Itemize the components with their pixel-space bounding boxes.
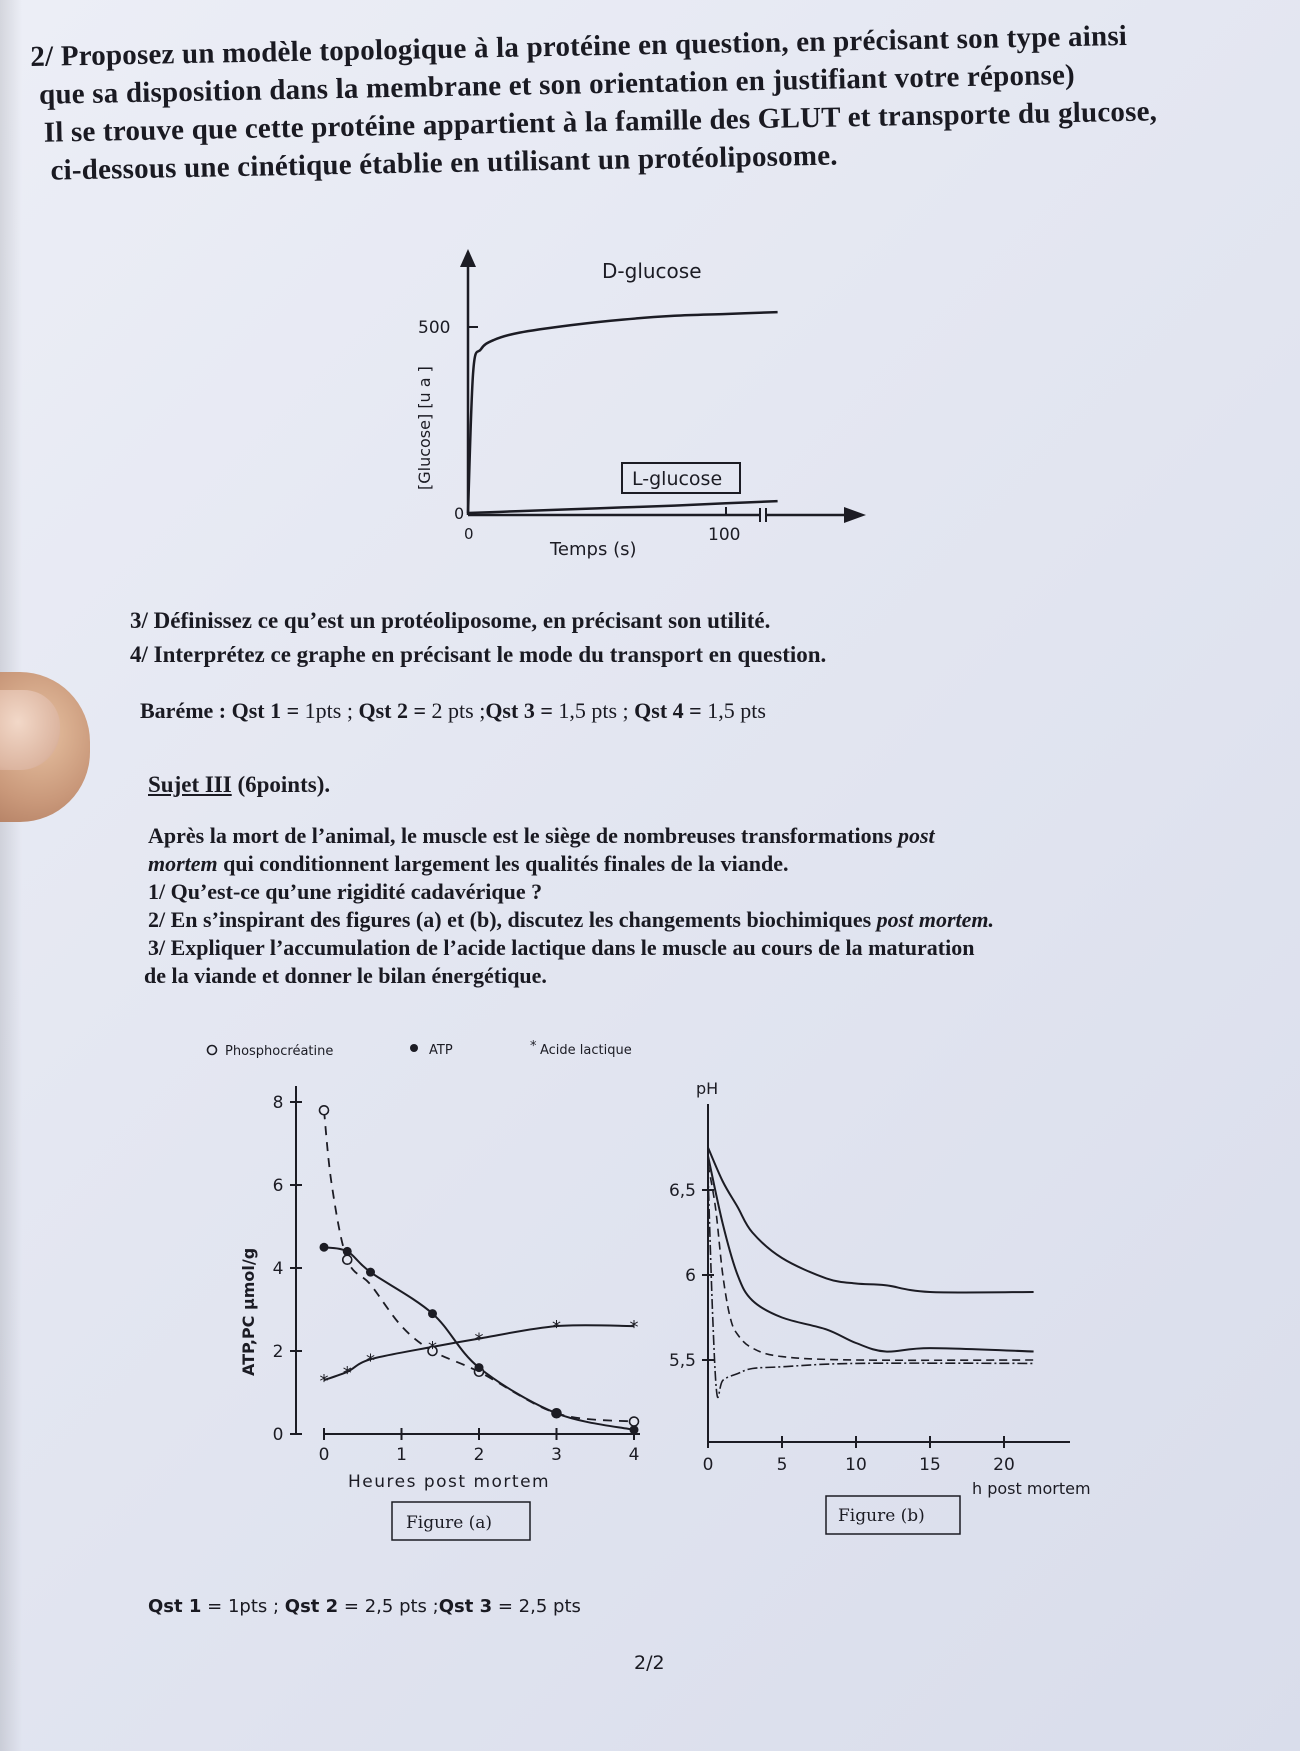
footer-q3: Qst 3	[438, 1596, 493, 1617]
legend-lactic-label: Acide lactique	[540, 1043, 632, 1058]
lactic-acid-point: *	[474, 1329, 484, 1351]
d-glucose-series-label: D-glucose	[602, 259, 702, 283]
intro-2a: mortem	[148, 851, 218, 876]
legend-lactic-marker: *	[530, 1039, 537, 1054]
bareme-q3-value: 1,5 pts ;	[558, 698, 635, 723]
figure-b-chart	[660, 1070, 1100, 1540]
glucose-kinetics-chart	[400, 245, 880, 565]
fig-a-y-tick-label: 8	[272, 1093, 284, 1113]
figure-a-caption: Figure (a)	[406, 1513, 493, 1533]
fig-a-y-tick-label: 0	[272, 1425, 284, 1445]
fig-a-x-tick-label: 2	[473, 1445, 485, 1465]
sujet-3-points: (6points).	[231, 772, 331, 797]
glucose-x-tick-100: 100	[708, 525, 741, 545]
l-glucose-series-line	[468, 501, 778, 513]
intro-1b: post	[897, 823, 935, 848]
fig-b-x-tick-label: 0	[702, 1455, 714, 1475]
fig-b-x-tick-label: 5	[776, 1455, 788, 1475]
glucose-y-arrow-icon	[460, 249, 476, 267]
page-edge-shadow	[0, 0, 22, 1751]
footer-q1: Qst 1	[148, 1596, 202, 1617]
bareme-q1: Qst 1 =	[231, 698, 305, 723]
fig-a-x-label: Heures post mortem	[348, 1472, 551, 1492]
legend-pc-marker	[208, 1046, 217, 1055]
bareme-q2: Qst 2 =	[358, 698, 432, 723]
fig-a-x-tick-label: 0	[318, 1445, 330, 1465]
ph-series-2-line	[708, 1156, 1034, 1352]
fig-b-y-label: pH	[696, 1079, 719, 1098]
glucose-x-label: Temps (s)	[550, 539, 637, 560]
fig-b-y-tick-label: 5,5	[668, 1351, 696, 1371]
fig-a-y-ticks	[273, 1093, 302, 1445]
fig-b-x-tick-label: 20	[993, 1455, 1015, 1475]
bareme-q1-value: 1pts ;	[304, 698, 359, 723]
bareme-q2-value: 2 pts ;	[431, 698, 486, 723]
fig-b-y-tick-label: 6	[685, 1266, 696, 1286]
glucose-x-arrow-icon	[844, 507, 866, 523]
question-3: 3/ Définissez ce qu’est un protéoliposome, en précisant son utilité.	[130, 608, 771, 633]
legend-atp-label: ATP	[429, 1043, 453, 1058]
figure-b-caption: Figure (b)	[838, 1506, 925, 1526]
question-2-line-3: Il se trouve que cette protéine appartient à la famille des GLUT et transporte du glucose,	[43, 95, 1158, 149]
atp-point	[366, 1268, 375, 1277]
footer-q2: Qst 2	[284, 1596, 339, 1617]
atp-point	[320, 1243, 329, 1252]
lactic-acid-point: *	[319, 1371, 329, 1393]
atp-point	[428, 1309, 437, 1318]
fig-a-x-tick-label: 1	[396, 1445, 407, 1465]
sujet-3-question-3b: de la viande et donner le bilan énergétique.	[144, 963, 547, 988]
sujet-3-question-1: 1/ Qu’est-ce qu’une rigidité cadavérique ?	[148, 879, 543, 904]
atp-point	[630, 1425, 639, 1434]
phosphocreatine-point	[630, 1417, 639, 1426]
legend-atp-marker	[410, 1044, 418, 1052]
glucose-y-label: [Glucose] [u a ]	[415, 366, 434, 490]
lactic-acid-point: *	[366, 1350, 375, 1372]
fig-b-x-tick-label: 15	[919, 1455, 941, 1475]
question-2-line-2: que sa disposition dans la membrane et son orientation en justifiant votre réponse)	[38, 58, 1076, 111]
fig-a-y-tick-label: 2	[272, 1342, 284, 1362]
lactic-acid-point: *	[552, 1317, 561, 1339]
question-2-line-1: 2/ Proposez un modèle topologique à la protéine en question, en précisant son type ainsi	[30, 19, 1128, 73]
ph-series-3-line	[708, 1165, 1034, 1361]
sujet-3-intro-line-1	[148, 822, 994, 850]
fig-a-x-tick-label: 4	[628, 1445, 640, 1465]
bareme-line	[140, 698, 766, 724]
q2b: post mortem.	[876, 907, 995, 932]
fig-a-y-tick-label: 4	[272, 1259, 284, 1279]
legend-pc-label: Phosphocréatine	[225, 1044, 334, 1059]
fig-b-x-label: h post mortem	[972, 1479, 1091, 1498]
intro-1a: Après la mort de l’animal, le muscle est le siège de nombreuses transformations	[148, 823, 898, 848]
l-glucose-series-label: L-glucose	[632, 468, 723, 490]
lactic-acid-point: *	[342, 1362, 352, 1384]
sujet-3-heading	[148, 772, 330, 798]
q2a: 2/ En s’inspirant des figures (a) et (b), discutez les changements biochimiques	[148, 907, 877, 932]
ph-series-1-line	[708, 1148, 1034, 1293]
atp-point	[343, 1247, 352, 1256]
fig-a-y-tick-label: 6	[272, 1176, 284, 1196]
glucose-x-tick-0: 0	[464, 525, 474, 543]
sujet-3-title: Sujet III	[148, 772, 232, 797]
glucose-y-tick-500: 500	[418, 318, 451, 338]
phosphocreatine-point	[320, 1106, 329, 1115]
sujet-3-question-2	[148, 906, 994, 934]
atp-point	[552, 1409, 561, 1418]
fig-b-y-tick-label: 6,5	[668, 1181, 696, 1201]
footer-q2-value: = 2,5 pts ;	[338, 1596, 439, 1617]
page-number: 2/2	[634, 1652, 665, 1674]
footer-q3-value: = 2,5 pts	[492, 1596, 581, 1617]
question-4: 4/ Interprétez ce graphe en précisant le mode du transport en question.	[130, 642, 827, 667]
sujet-3-text	[144, 822, 995, 990]
lactic-acid-point: *	[428, 1337, 437, 1359]
question-2-line-4: ci-dessous une cinétique établie en utilisant un protéoliposome.	[50, 139, 838, 187]
bareme-q4-value: 1,5 pts	[707, 698, 766, 723]
footer-q1-value: = 1pts ;	[201, 1596, 285, 1617]
bareme-q3: Qst 3 =	[485, 698, 559, 723]
phosphocreatine-point	[343, 1255, 352, 1264]
bareme-q4: Qst 4 =	[634, 698, 708, 723]
question-2-block	[30, 16, 1158, 190]
questions-3-4-block	[130, 604, 826, 672]
intro-2b: qui conditionnent largement les qualités finales de la viande.	[217, 851, 789, 876]
sujet-3-question-3a: 3/ Expliquer l’accumulation de l’acide lactique dans le muscle au cours de la maturation	[148, 935, 975, 960]
lactic-acid-point: *	[629, 1317, 639, 1339]
figure-a-chart	[200, 1036, 660, 1556]
glucose-y-tick-0: 0	[454, 504, 465, 523]
sujet-3-intro-line-2	[148, 850, 994, 878]
fig-a-data-points	[320, 1106, 639, 1435]
atp-point	[475, 1363, 484, 1372]
footer-bareme	[148, 1596, 581, 1617]
fig-b-x-tick-label: 10	[845, 1455, 867, 1475]
bareme-prefix: Baréme :	[140, 698, 232, 723]
fig-a-x-tick-label: 3	[551, 1445, 562, 1465]
fig-a-y-label: ATP,PC µmol/g	[239, 1247, 258, 1376]
